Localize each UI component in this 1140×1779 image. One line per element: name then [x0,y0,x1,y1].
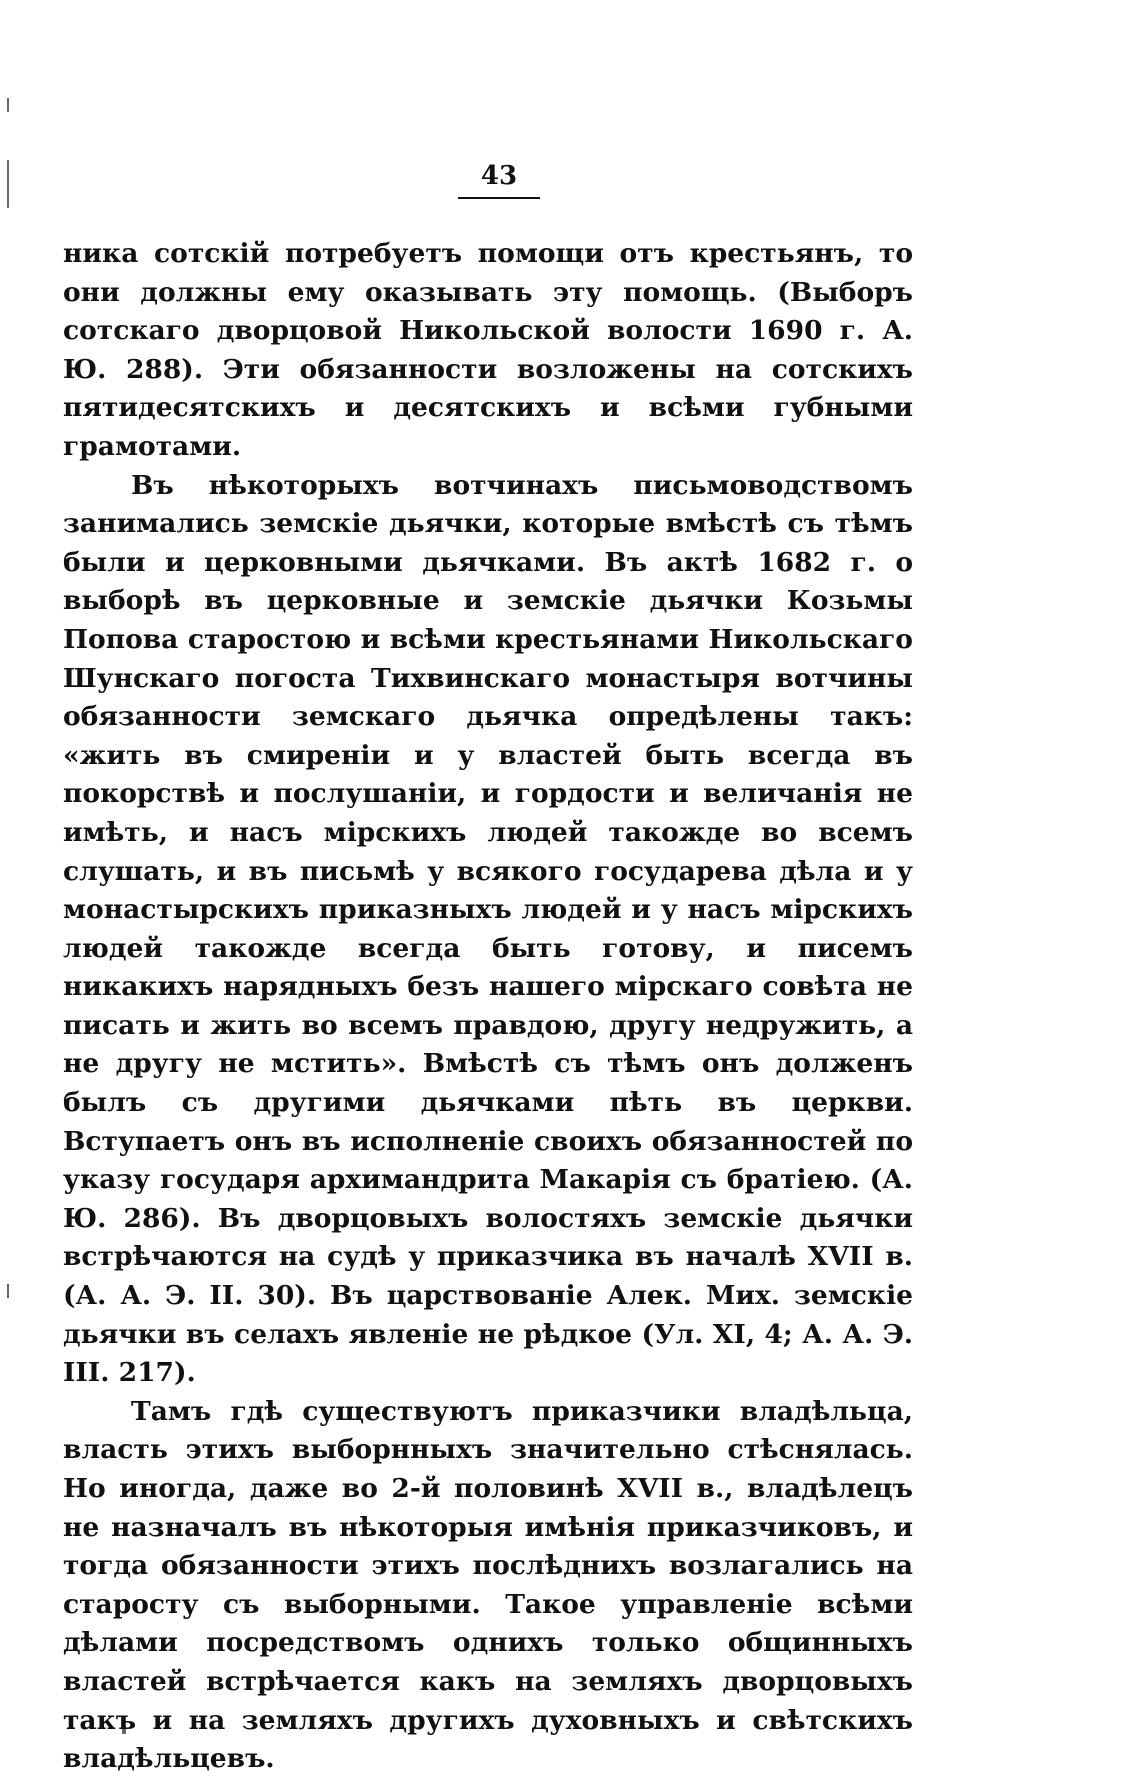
paragraph-2: Въ нѣкоторыхъ вотчинахъ письмоводствомъ занимались земскіе дьячки, которые вмѣстѣ съ тѣмъ были и церковными дьячками. Въ актѣ 1682 г. о выборѣ въ церковные и земскіе дьячки Козьмы Попова старостою и всѣми крестьянами Никольскаго Шунскаго погоста Тихвинскаго монастыря вотчины обязанности земскаго дьячка опредѣлены такъ: «жить въ смиреніи и у властей быть всегда въ покорствѣ и послушаніи, и гордости и величанія не имѣть, и насъ мірскихъ людей такожде во всемъ слушать, и въ письмѣ у всякого государева дѣла и у монастырскихъ приказныхъ людей и у насъ мірскихъ людей такожде всегда быть готову, и писемъ никакихъ нарядныхъ безъ нашего мірскаго совѣта не писать и жить во всемъ правдою, другу недружить, а не другу не мстить». Вмѣстѣ съ тѣмъ онъ долженъ былъ съ другими дьячками пѣть въ церкви. Вступаетъ онъ въ исполненіе своихъ обязанностей по указу государя архимандрита Макарія съ братіею. (А. Ю. 286). Въ дворцовыхъ волостяхъ земскіе дьячки встрѣчаются на судѣ у приказчика въ началѣ XVII в. (А. А. Э. II. 30). Въ царствованіе Алек. Мих. земскіе дьячки въ селахъ явленіе не рѣдкое (Ул. XI, 4; А. А. Э. III. 217). [63,469,913,1389]
left-margin-tick [7,98,9,112]
left-margin-tick [7,1284,9,1298]
page-number: 43 [480,161,518,191]
left-margin-tick [7,160,9,208]
body-text [63,235,913,1779]
paragraph-1: ника сотскій потребуетъ помощи отъ крестьянъ, то они должны ему оказывать эту помощь. (Выборъ сотскаго дворцовой Никольской волости 1690 г. А. Ю. 288). Эти обязанности возложены на сотскихъ пятидесятскихъ и десятскихъ и всѣми губными грамотами. [63,238,913,462]
page-number-underline [458,197,540,199]
paragraph-3: Тамъ гдѣ существуютъ приказчики владѣльца, власть этихъ выборнныхъ значительно стѣснялась. Но иногда, даже во 2-й половинѣ XVII в., владѣлецъ не назначалъ въ нѣкоторыя имѣнія приказчиковъ, и тогда обязанности этихъ послѣднихъ возлагались на старосту съ выборными. Такое управленіе всѣми дѣлами посредствомъ однихъ только общинныхъ властей встрѣчается какъ на земляхъ дворцовыхъ такъ и на земляхъ другихъ духовныхъ и свѣтскихъ владѣльцевъ. [63,1395,913,1775]
